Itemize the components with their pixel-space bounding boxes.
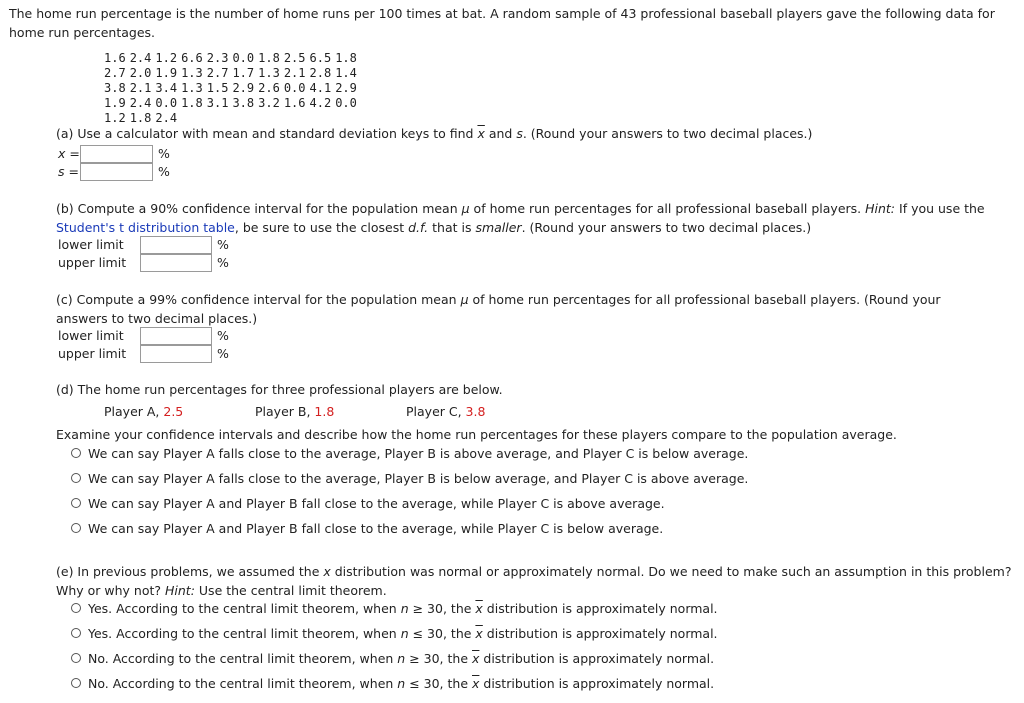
radio-button[interactable] [71,653,81,663]
s-unit: % [158,164,170,179]
c-upper-label: upper limit [58,346,127,361]
radio-button[interactable] [71,448,81,458]
data-row: 1.2 1.8 2.4 [104,111,178,125]
radio-button[interactable] [71,628,81,638]
part-d-intro: (d) The home run percentages for three professional players are below. [56,382,503,397]
c-lower-input[interactable] [140,327,212,345]
part-e-question: (e) In previous problems, we assumed the x distribution was normal or approximately normal. Do we need to make such an assumption in this problem? Why or why not? Hint: Use the central limit theorem. [56,564,1012,598]
b-lower-input[interactable] [140,236,212,254]
radio-button[interactable] [71,678,81,688]
xbar-input[interactable] [80,145,153,163]
part-d-question: Examine your confidence intervals and describe how the home run percentages for these players compare to the population average. [56,427,897,442]
part-a-question: (a) Use a calculator with mean and standard deviation keys to find $\overline{x}$ and s. (Round your answers to two decimal places.) [56,126,813,141]
b-upper-unit: % [217,255,229,270]
part-d-option-4[interactable]: We can say Player A and Player B fall close to the average, while Player C is below average. [71,519,663,537]
player-b: Player B, 1.8 [255,404,335,419]
radio-button[interactable] [71,498,81,508]
c-upper-unit: % [217,346,229,361]
part-d-option-2[interactable]: We can say Player A falls close to the average, Player B is below average, and Player C is above average. [71,469,748,487]
data-table [104,51,361,126]
b-lower-label: lower limit [58,237,124,252]
radio-button[interactable] [71,523,81,533]
data-row: 1.6 2.4 1.2 6.6 2.3 0.0 1.8 2.5 6.5 1.8 [104,51,357,65]
radio-button[interactable] [71,603,81,613]
part-e-option-3[interactable]: No. According to the central limit theorem, when n ≥ 30, the $\overline{x}$ distribution is approximately normal. [71,649,714,667]
part-b-question: (b) Compute a 90% confidence interval for the population mean μ of home run percentages for all professional baseball players. Hint: If you use the Student's t distribution table, be sure to use the closest d.f. that is smaller. (Round your answers to two decimal places.) [56,201,985,235]
b-upper-input[interactable] [140,254,212,272]
problem-intro: The home run percentage is the number of home runs per 100 times at bat. A random sample of 43 professional baseball players gave the following data for home run percentages. [9,6,995,40]
player-c: Player C, 3.8 [406,404,486,419]
part-e-option-2[interactable]: Yes. According to the central limit theorem, when n ≤ 30, the $\overline{x}$ distribution is approximately normal. [71,624,718,642]
radio-button[interactable] [71,473,81,483]
data-row: 1.9 2.4 0.0 1.8 3.1 3.8 3.2 1.6 4.2 0.0 [104,96,357,110]
part-e-option-1[interactable]: Yes. According to the central limit theorem, when n ≥ 30, the $\overline{x}$ distribution is approximately normal. [71,599,718,617]
b-upper-label: upper limit [58,255,127,270]
data-row: 2.7 2.0 1.9 1.3 2.7 1.7 1.3 2.1 2.8 1.4 [104,66,357,80]
b-lower-unit: % [217,237,229,252]
part-d-option-1[interactable]: We can say Player A falls close to the average, Player B is above average, and Player C is below average. [71,444,748,462]
s-label: s = [58,164,79,179]
xbar-label: x = [58,146,80,161]
part-e-option-4[interactable]: No. According to the central limit theorem, when n ≤ 30, the $\overline{x}$ distribution is approximately normal. [71,674,714,692]
c-upper-input[interactable] [140,345,212,363]
xbar-unit: % [158,146,170,161]
data-row: 3.8 2.1 3.4 1.3 1.5 2.9 2.6 0.0 4.1 2.9 [104,81,357,95]
part-d-option-3[interactable]: We can say Player A and Player B fall close to the average, while Player C is above average. [71,494,665,512]
c-lower-unit: % [217,328,229,343]
student-t-table-link[interactable]: Student's t distribution table [56,220,235,235]
part-c-question: (c) Compute a 99% confidence interval for the population mean μ of home run percentages for all professional baseball players. (Round your answers to two decimal places.) [56,292,941,326]
player-a: Player A, 2.5 [104,404,184,419]
s-input[interactable] [80,163,153,181]
c-lower-label: lower limit [58,328,124,343]
